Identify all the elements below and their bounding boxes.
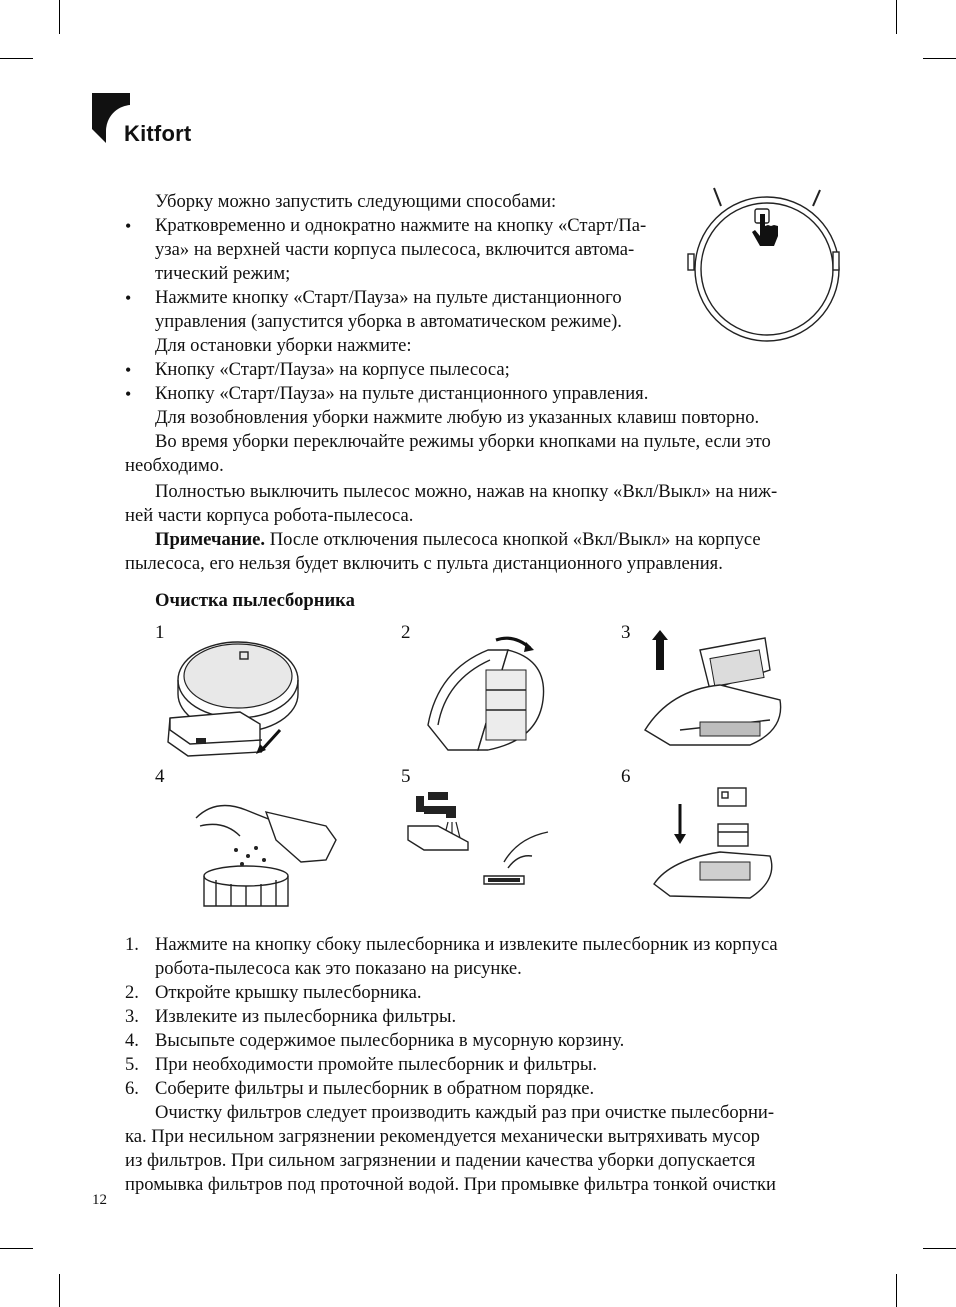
bullet-text: управления (запустится уборка в автоматическом режиме). xyxy=(155,311,622,332)
outro-line: Очистку фильтров следует производить каждый раз при очистке пылесборни- xyxy=(155,1102,775,1123)
bullet-icon: • xyxy=(125,216,132,236)
modes-line: необходимо. xyxy=(125,455,224,476)
bullet-icon: • xyxy=(125,384,132,404)
bullet-text: Кнопку «Старт/Пауза» на пульте дистанционного управления. xyxy=(155,383,649,404)
finger-press-icon xyxy=(752,209,778,246)
crop-mark xyxy=(59,1274,60,1307)
robot-top-view-illustration xyxy=(684,184,844,344)
crop-mark xyxy=(896,0,897,34)
step-number: 4. xyxy=(125,1030,139,1051)
step-number: 6. xyxy=(125,1078,139,1099)
crop-mark xyxy=(59,0,60,34)
step-number: 5. xyxy=(125,1054,139,1075)
step-number: 3. xyxy=(125,1006,139,1027)
note-line xyxy=(155,528,761,552)
power-off-line: ней части корпуса робота-пылесоса. xyxy=(125,505,414,526)
intro-line: Уборку можно запустить следующими способами: xyxy=(155,191,557,212)
figure-2-open-lid xyxy=(418,630,548,760)
crop-mark xyxy=(923,1248,956,1249)
note-label: Примечание. xyxy=(155,529,266,550)
bullet-text: Нажмите кнопку «Старт/Пауза» на пульте дистанционного xyxy=(155,287,622,308)
crop-mark xyxy=(0,1248,33,1249)
page-number: 12 xyxy=(92,1192,107,1208)
step-text: При необходимости промойте пылесборник и фильтры. xyxy=(155,1054,598,1075)
figure-4-empty-bin xyxy=(186,790,346,910)
step-text: робота-пылесоса как это показано на рисунке. xyxy=(155,958,522,979)
bullet-text: уза» на верхней части корпуса пылесоса, включится автома- xyxy=(155,239,635,260)
section-title: Очистка пылесборника xyxy=(155,590,355,611)
note-line: пылесоса, его нельзя будет включить с пульта дистанционного управления. xyxy=(125,553,723,574)
figure-label: 6 xyxy=(621,766,631,787)
bullet-icon: • xyxy=(125,288,132,308)
figure-6-reassemble xyxy=(650,780,790,910)
stop-line: Для остановки уборки нажмите: xyxy=(155,335,412,356)
power-off-line: Полностью выключить пылесос можно, нажав на кнопку «Вкл/Выкл» на ниж- xyxy=(155,481,778,502)
step-text: Нажмите на кнопку сбоку пылесборника и извлеките пылесборник из корпуса xyxy=(155,934,778,955)
crop-mark xyxy=(923,58,956,59)
step-number: 1. xyxy=(125,934,139,955)
step-number: 2. xyxy=(125,982,139,1003)
figure-label: 3 xyxy=(621,622,631,643)
outro-line: ка. При несильном загрязнении рекомендуется механически вытряхивать мусор xyxy=(125,1126,760,1147)
figure-5-wash xyxy=(404,792,554,902)
brand-logo xyxy=(92,93,202,145)
brand-name: Kitfort xyxy=(124,121,192,146)
bullet-icon: • xyxy=(125,360,132,380)
note-text: После отключения пылесоса кнопкой «Вкл/Выкл» на корпусе xyxy=(265,529,761,550)
step-text: Извлеките из пылесборника фильтры. xyxy=(155,1006,457,1027)
step-text: Соберите фильтры и пылесборник в обратном порядке. xyxy=(155,1078,595,1099)
modes-line: Во время уборки переключайте режимы уборки кнопками на пульте, если это xyxy=(155,431,771,452)
resume-line: Для возобновления уборки нажмите любую из указанных клавиш повторно. xyxy=(155,407,760,428)
step-text: Высыпьте содержимое пылесборника в мусорную корзину. xyxy=(155,1030,625,1051)
figure-label: 5 xyxy=(401,766,411,787)
figure-label: 1 xyxy=(155,622,165,643)
outro-line: из фильтров. При сильном загрязнении и падении качества уборки допускается xyxy=(125,1150,756,1171)
step-text: Откройте крышку пылесборника. xyxy=(155,982,422,1003)
figure-label: 2 xyxy=(401,622,411,643)
figure-1-remove-dustbin xyxy=(168,630,308,760)
crop-mark xyxy=(896,1274,897,1307)
crop-mark xyxy=(0,58,33,59)
figure-label: 4 xyxy=(155,766,165,787)
bullet-text: Кнопку «Старт/Пауза» на корпусе пылесоса; xyxy=(155,359,510,380)
bullet-text: тический режим; xyxy=(155,263,291,284)
figure-3-remove-filters xyxy=(640,630,790,760)
bullet-text: Кратковременно и однократно нажмите на кнопку «Старт/Па- xyxy=(155,215,647,236)
outro-line: промывка фильтров под проточной водой. При промывке фильтра тонкой очистки xyxy=(125,1174,776,1195)
